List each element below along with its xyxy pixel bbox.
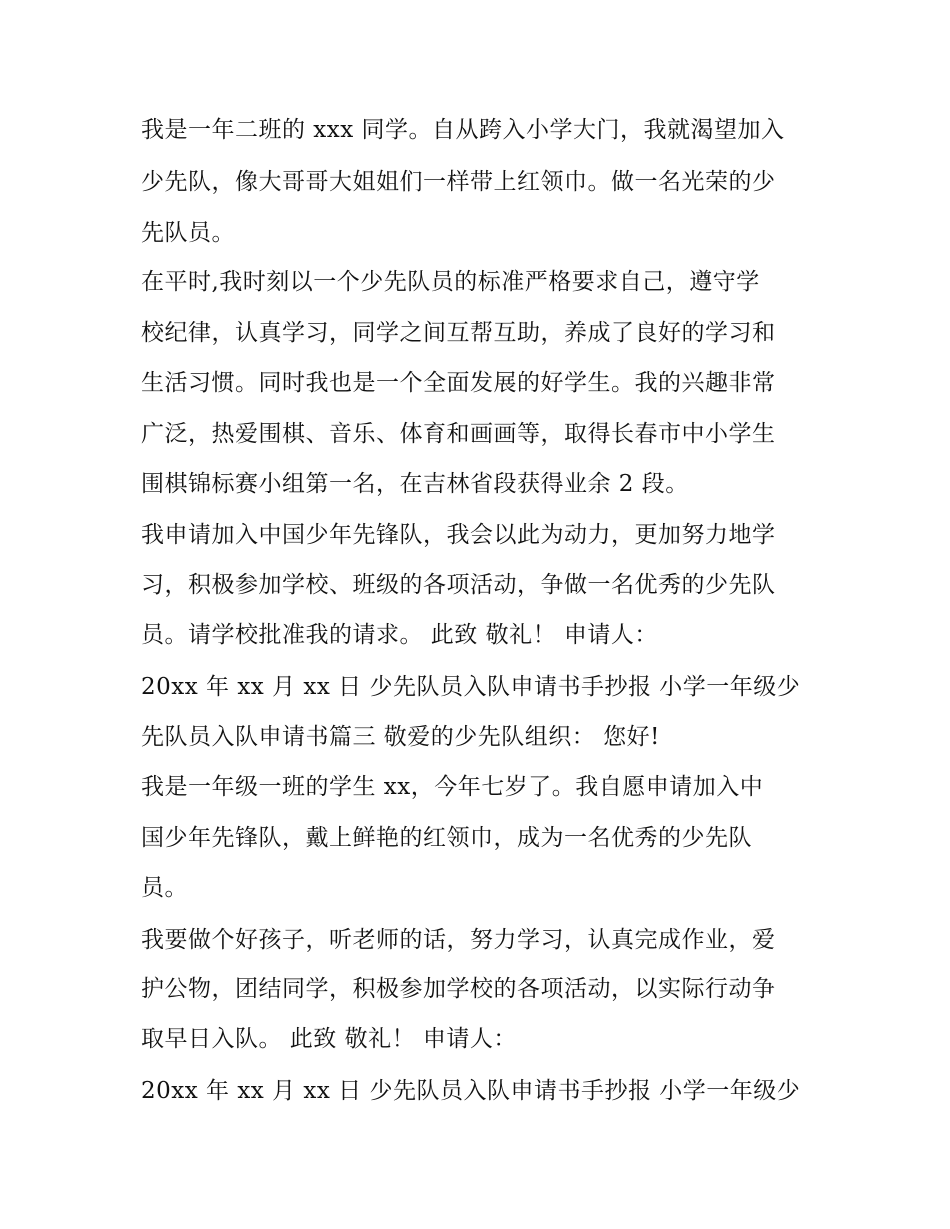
text-line: 习，积极参加学校、班级的各项活动，争做一名优秀的少先队 (141, 572, 776, 598)
text-line: 我是一年级一班的学生 xx，今年七岁了。我自愿申请加入中 (141, 774, 764, 800)
text-line: 国少年先锋队，戴上鲜艳的红领巾，成为一名优秀的少先队 (141, 825, 752, 851)
text-line: 先队员。 (141, 220, 235, 246)
text-line: 生活习惯。同时我也是一个全面发展的好学生。我的兴趣非常 (141, 370, 776, 396)
text-line: 先队员入队申请书篇三 敬爱的少先队组织： 您好! (141, 724, 660, 750)
text-line: 在平时,我时刻以一个少先队员的标准严格要求自己，遵守学 (141, 269, 760, 295)
text-line: 少先队，像大哥哥大姐姐们一样带上红领巾。做一名光荣的少 (141, 169, 776, 195)
text-line: 围棋锦标赛小组第一名，在吉林省段获得业余 2 段。 (141, 471, 689, 497)
text-line: 护公物，团结同学，积极参加学校的各项活动，以实际行动争 (141, 976, 776, 1002)
text-line: 20xx 年 xx 月 xx 日 少先队员入队申请书手抄报 小学一年级少 (141, 674, 801, 700)
text-line: 广泛，热爱围棋、音乐、体育和画画等，取得长春市中小学生 (141, 421, 776, 447)
text-line: 20xx 年 xx 月 xx 日 少先队员入队申请书手抄报 小学一年级少 (141, 1078, 801, 1104)
text-line: 我申请加入中国少年先锋队，我会以此为动力，更加努力地学 (141, 522, 776, 548)
text-line: 取早日入队。 此致 敬礼！ 申请人： (141, 1026, 517, 1052)
text-line: 我是一年二班的 xxx 同学。自从跨入小学大门，我就渴望加入 (141, 117, 785, 143)
text-line: 我要做个好孩子，听老师的话，努力学习，认真完成作业，爱 (141, 927, 776, 953)
text-line: 员。请学校批准我的请求。 此致 敬礼！ 申请人： (141, 622, 658, 648)
text-line: 校纪律，认真学习，同学之间互帮互助，养成了良好的学习和 (141, 320, 776, 346)
text-line: 员。 (141, 875, 188, 901)
